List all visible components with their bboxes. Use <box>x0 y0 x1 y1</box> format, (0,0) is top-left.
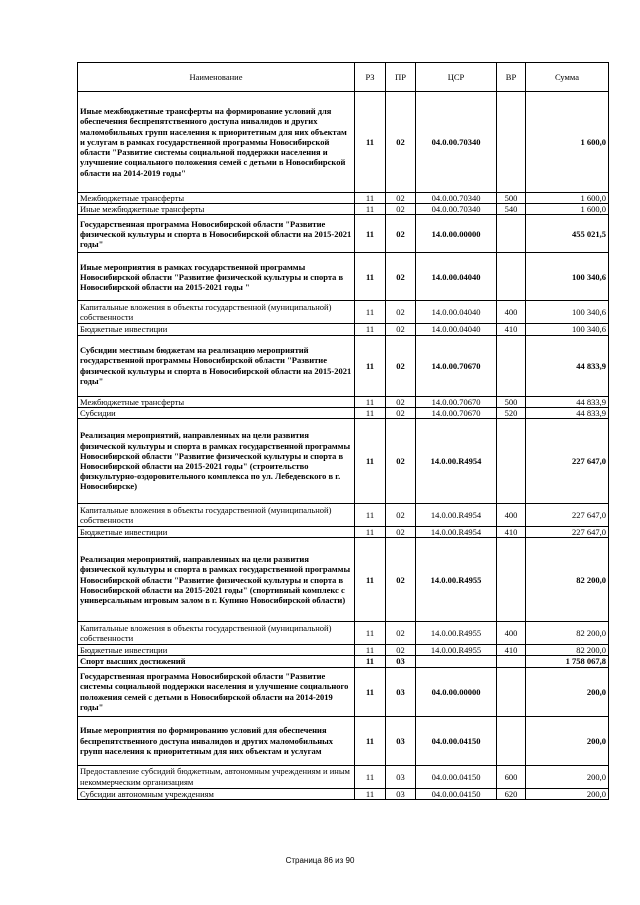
cell-sum: 1 600,0 <box>526 193 609 204</box>
table-row <box>78 193 609 204</box>
cell-sum: 82 200,0 <box>526 622 609 645</box>
cell-pr: 02 <box>386 92 416 193</box>
table-row <box>78 419 609 504</box>
cell-rz: 11 <box>355 204 386 215</box>
cell-rz: 11 <box>355 667 386 716</box>
table-row <box>78 788 609 799</box>
budget-table <box>77 62 609 800</box>
cell-vr <box>497 656 526 667</box>
table-header-row <box>78 63 609 92</box>
cell-name: Бюджетные инвестиции <box>78 527 355 538</box>
cell-pr: 03 <box>386 765 416 788</box>
cell-pr: 02 <box>386 301 416 324</box>
cell-pr: 03 <box>386 667 416 716</box>
cell-name: Бюджетные инвестиции <box>78 645 355 656</box>
cell-sum: 200,0 <box>526 667 609 716</box>
table-row <box>78 253 609 301</box>
header-csr: ЦСР <box>416 63 497 92</box>
cell-pr: 03 <box>386 656 416 667</box>
cell-pr: 02 <box>386 538 416 622</box>
cell-vr: 500 <box>497 193 526 204</box>
header-vr: ВР <box>497 63 526 92</box>
cell-name: Спорт высших достижений <box>78 656 355 667</box>
cell-rz: 11 <box>355 622 386 645</box>
cell-name: Предоставление субсидий бюджетным, автономным учреждениям и иным некоммерческим организациям <box>78 765 355 788</box>
header-name: Наименование <box>78 63 355 92</box>
cell-vr: 400 <box>497 301 526 324</box>
cell-rz: 11 <box>355 645 386 656</box>
cell-rz: 11 <box>355 253 386 301</box>
cell-vr: 540 <box>497 204 526 215</box>
cell-pr: 02 <box>386 645 416 656</box>
cell-sum: 200,0 <box>526 716 609 765</box>
cell-csr: 14.0.00.R4954 <box>416 419 497 504</box>
cell-sum: 1 600,0 <box>526 204 609 215</box>
cell-pr: 03 <box>386 716 416 765</box>
table-row <box>78 622 609 645</box>
cell-pr: 02 <box>386 193 416 204</box>
cell-rz: 11 <box>355 396 386 407</box>
cell-rz: 11 <box>355 527 386 538</box>
table-row <box>78 396 609 407</box>
cell-name: Иные мероприятия по формированию условий для обеспечения беспрепятственного доступа инвалидов и других маломобильных групп населения к приоритетным для них объектам и услугам <box>78 716 355 765</box>
cell-sum: 455 021,5 <box>526 215 609 253</box>
table-row <box>78 645 609 656</box>
cell-name: Иные межбюджетные трансферты на формирование условий для обеспечения беспрепятственного доступа инвалидов и других маломобильных групп населения к приоритетным для них объектам и услугам в рамках государственной программы Новосибирской области "Развитие системы социальной поддержки населения и улучшение социального положения семей с детьми в Новосибирской области на 2014-2019 годы" <box>78 92 355 193</box>
cell-rz: 11 <box>355 193 386 204</box>
cell-rz: 11 <box>355 788 386 799</box>
cell-name: Иные межбюджетные трансферты <box>78 204 355 215</box>
cell-vr: 400 <box>497 622 526 645</box>
table-row <box>78 538 609 622</box>
cell-sum: 100 340,6 <box>526 253 609 301</box>
cell-csr: 14.0.00.70670 <box>416 335 497 396</box>
table-row <box>78 407 609 418</box>
cell-sum: 100 340,6 <box>526 301 609 324</box>
cell-name: Межбюджетные трансферты <box>78 396 355 407</box>
cell-sum: 44 833,9 <box>526 335 609 396</box>
cell-sum: 44 833,9 <box>526 396 609 407</box>
cell-sum: 227 647,0 <box>526 504 609 527</box>
cell-vr: 400 <box>497 504 526 527</box>
cell-rz: 11 <box>355 656 386 667</box>
cell-name: Субсидии <box>78 407 355 418</box>
cell-sum: 82 200,0 <box>526 538 609 622</box>
table-row <box>78 716 609 765</box>
cell-vr <box>497 419 526 504</box>
cell-pr: 02 <box>386 396 416 407</box>
cell-vr <box>497 667 526 716</box>
cell-pr: 02 <box>386 335 416 396</box>
cell-sum: 82 200,0 <box>526 645 609 656</box>
cell-pr: 02 <box>386 419 416 504</box>
cell-csr: 14.0.00.R4955 <box>416 622 497 645</box>
header-rz: РЗ <box>355 63 386 92</box>
cell-csr: 04.0.00.04150 <box>416 716 497 765</box>
table-row <box>78 667 609 716</box>
cell-name: Капитальные вложения в объекты государственной (муниципальной) собственности <box>78 622 355 645</box>
cell-vr: 520 <box>497 407 526 418</box>
cell-csr: 14.0.00.70670 <box>416 396 497 407</box>
cell-sum: 1 600,0 <box>526 92 609 193</box>
cell-pr: 02 <box>386 527 416 538</box>
cell-csr: 04.0.00.00000 <box>416 667 497 716</box>
cell-name: Субсидии местным бюджетам на реализацию мероприятий государственной программы Новосибирской области "Развитие физической культуры и спорта в Новосибирской области на 2015-2021 годы" <box>78 335 355 396</box>
cell-vr <box>497 716 526 765</box>
cell-vr: 500 <box>497 396 526 407</box>
cell-vr: 410 <box>497 527 526 538</box>
table-row <box>78 656 609 667</box>
cell-name: Государственная программа Новосибирской области "Развитие физической культуры и спорта в Новосибирской области на 2015-2021 годы" <box>78 215 355 253</box>
cell-vr <box>497 92 526 193</box>
page-number: Страница 86 из 90 <box>285 856 355 865</box>
cell-rz: 11 <box>355 335 386 396</box>
cell-rz: 11 <box>355 765 386 788</box>
table-row <box>78 215 609 253</box>
cell-pr: 02 <box>386 324 416 335</box>
cell-pr: 02 <box>386 407 416 418</box>
table-row <box>78 204 609 215</box>
cell-csr: 14.0.00.R4954 <box>416 504 497 527</box>
budget-table-container <box>77 62 608 800</box>
cell-rz: 11 <box>355 407 386 418</box>
cell-rz: 11 <box>355 716 386 765</box>
cell-rz: 11 <box>355 324 386 335</box>
cell-vr: 410 <box>497 324 526 335</box>
cell-name: Субсидии автономным учреждениям <box>78 788 355 799</box>
cell-csr: 14.0.00.70670 <box>416 407 497 418</box>
cell-csr: 04.0.00.04150 <box>416 788 497 799</box>
cell-pr: 02 <box>386 204 416 215</box>
cell-name: Капитальные вложения в объекты государственной (муниципальной) собственности <box>78 504 355 527</box>
cell-csr: 04.0.00.70340 <box>416 193 497 204</box>
cell-rz: 11 <box>355 301 386 324</box>
cell-name: Межбюджетные трансферты <box>78 193 355 204</box>
cell-pr: 02 <box>386 253 416 301</box>
cell-csr <box>416 656 497 667</box>
cell-csr: 14.0.00.04040 <box>416 324 497 335</box>
table-row <box>78 765 609 788</box>
cell-vr <box>497 335 526 396</box>
table-row <box>78 301 609 324</box>
header-sum: Сумма <box>526 63 609 92</box>
cell-pr: 02 <box>386 504 416 527</box>
cell-name: Иные мероприятия в рамках государственной программы Новосибирской области "Развитие физической культуры и спорта в Новосибирской области на 2015-2021 годы " <box>78 253 355 301</box>
table-row <box>78 335 609 396</box>
cell-csr: 14.0.00.R4955 <box>416 645 497 656</box>
cell-sum: 200,0 <box>526 765 609 788</box>
cell-rz: 11 <box>355 215 386 253</box>
cell-name: Реализация мероприятий, направленных на цели развития физической культуры и спорта в рамках государственной программы Новосибирской области "Развитие физической культуры и спорта в Новосибирской области на 2015-2021 годы" (строительство физкультурно-оздоровительного комплекса по ул. Лебедевского в г. Новосибирске) <box>78 419 355 504</box>
table-row <box>78 527 609 538</box>
cell-sum: 1 758 067,8 <box>526 656 609 667</box>
table-body <box>78 92 609 800</box>
cell-vr <box>497 538 526 622</box>
cell-vr <box>497 215 526 253</box>
cell-csr: 14.0.00.00000 <box>416 215 497 253</box>
cell-rz: 11 <box>355 538 386 622</box>
cell-csr: 14.0.00.R4955 <box>416 538 497 622</box>
cell-sum: 44 833,9 <box>526 407 609 418</box>
table-row <box>78 92 609 193</box>
cell-sum: 100 340,6 <box>526 324 609 335</box>
cell-csr: 14.0.00.04040 <box>416 301 497 324</box>
header-pr: ПР <box>386 63 416 92</box>
table-row <box>78 504 609 527</box>
cell-pr: 02 <box>386 215 416 253</box>
cell-csr: 04.0.00.04150 <box>416 765 497 788</box>
cell-vr <box>497 253 526 301</box>
cell-rz: 11 <box>355 504 386 527</box>
cell-vr: 410 <box>497 645 526 656</box>
cell-rz: 11 <box>355 92 386 193</box>
cell-csr: 14.0.00.R4954 <box>416 527 497 538</box>
cell-csr: 14.0.00.04040 <box>416 253 497 301</box>
cell-csr: 04.0.00.70340 <box>416 92 497 193</box>
cell-name: Капитальные вложения в объекты государственной (муниципальной) собственности <box>78 301 355 324</box>
cell-rz: 11 <box>355 419 386 504</box>
cell-name: Реализация мероприятий, направленных на цели развития физической культуры и спорта в рамках государственной программы Новосибирской области "Развитие физической культуры и спорта в Новосибирской области на 2015-2021 годы" (спортивный комплекс с универсальным игровым залом в г. Купино Новосибирской области) <box>78 538 355 622</box>
cell-sum: 227 647,0 <box>526 527 609 538</box>
table-row <box>78 324 609 335</box>
cell-vr: 620 <box>497 788 526 799</box>
cell-pr: 02 <box>386 622 416 645</box>
cell-csr: 04.0.00.70340 <box>416 204 497 215</box>
cell-name: Государственная программа Новосибирской области "Развитие системы социальной поддержки населения и улучшение социального положения семей с детьми в Новосибирской области на 2014-2019 годы" <box>78 667 355 716</box>
cell-name: Бюджетные инвестиции <box>78 324 355 335</box>
cell-sum: 200,0 <box>526 788 609 799</box>
cell-pr: 03 <box>386 788 416 799</box>
cell-sum: 227 647,0 <box>526 419 609 504</box>
cell-vr: 600 <box>497 765 526 788</box>
